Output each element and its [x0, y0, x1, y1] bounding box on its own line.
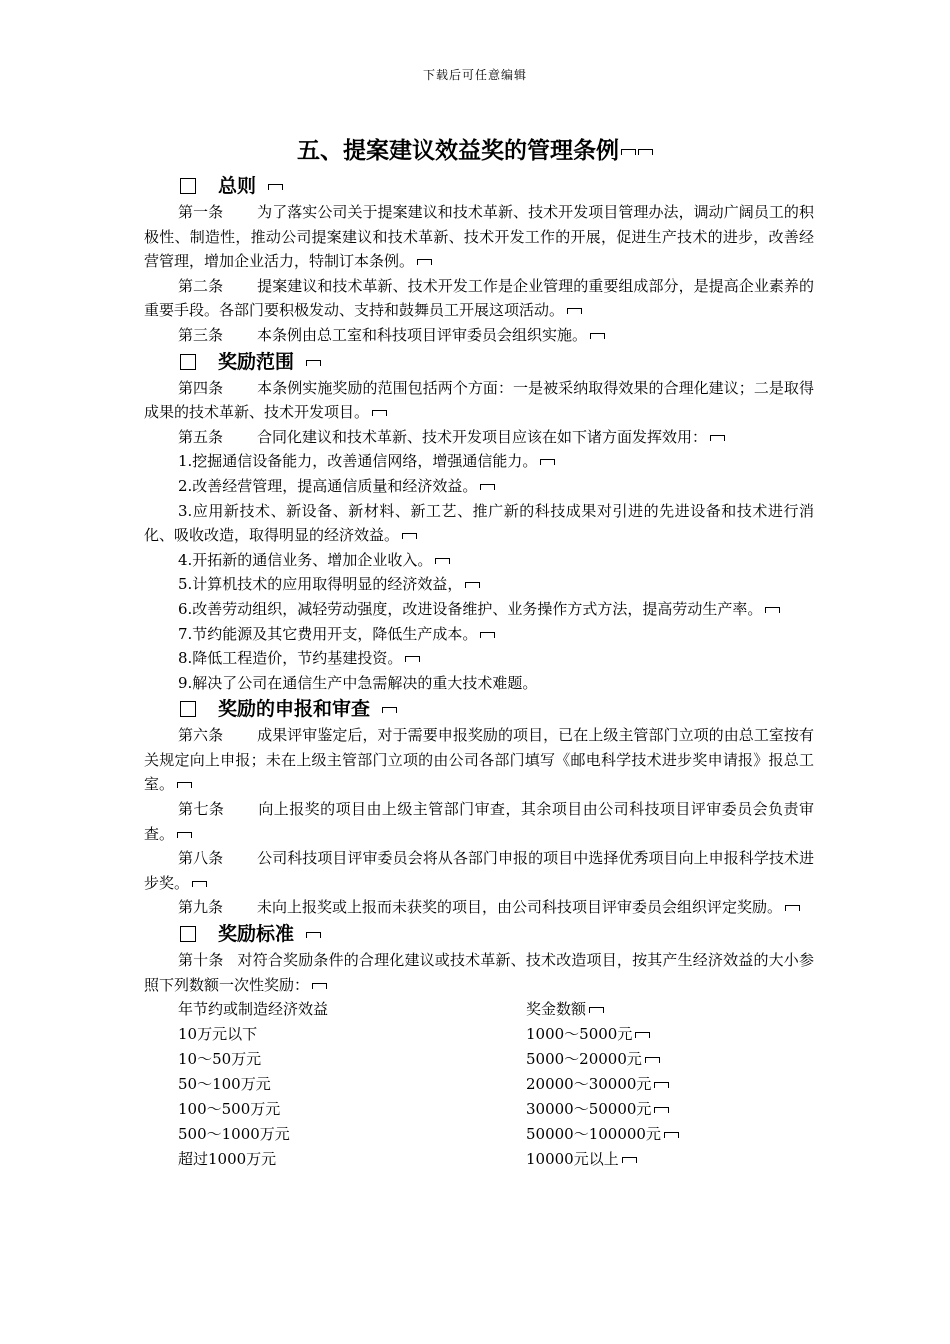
award-table-benefit: 100～500万元: [178, 1100, 281, 1119]
paragraph-mark-icon: [402, 533, 417, 539]
paragraph-mark-icon: [540, 459, 555, 465]
list-item-text: 6.改善劳动组织，减轻劳动强度，改进设备维护、业务操作方式方法，提高劳动生产率。: [178, 599, 763, 618]
list-item: [144, 499, 814, 548]
paragraph-mark-icon: [654, 1107, 669, 1113]
section-heading-application-review: [144, 695, 814, 723]
article-number: 第五条: [178, 427, 224, 446]
section-title: 奖励范围: [218, 350, 295, 373]
paragraph-mark-icon: [622, 1157, 637, 1163]
paragraph-mark-icon: [177, 832, 192, 838]
article-6: [144, 723, 814, 797]
award-table-amount-cell: [526, 1022, 806, 1047]
award-table-row: [144, 1147, 814, 1172]
article-text: 合同化建议和技术革新、技术开发项目应该在如下诸方面发挥效用：: [257, 427, 708, 446]
award-table-benefit: 10万元以下: [178, 1025, 258, 1044]
award-table-amount-cell: [526, 1072, 806, 1097]
paragraph-mark-icon: [589, 1007, 604, 1013]
paragraph-mark-icon: [192, 881, 207, 887]
article-3: [144, 323, 814, 348]
list-item: [144, 671, 814, 696]
award-table-amount: 50000～100000元: [526, 1125, 661, 1144]
article-number: 第十条: [178, 951, 224, 970]
paragraph-mark-icon: [765, 607, 780, 613]
award-table-row: [144, 1122, 814, 1147]
article-9: [144, 895, 814, 920]
paragraph-mark-icon: [312, 983, 327, 989]
article-number: 第八条: [178, 849, 224, 868]
list-item-text: 3.应用新技术、新设备、新材料、新工艺、推广新的科技成果对引进的先进设备和技术进行消化、吸收改造，取得明显的经济效益。: [144, 501, 814, 545]
article-7: [144, 797, 814, 846]
section-heading-scope: [144, 348, 814, 376]
article-8: [144, 846, 814, 895]
paragraph-marks: [619, 138, 653, 164]
paragraph-mark-icon: [372, 410, 387, 416]
article-4: [144, 376, 814, 425]
article-number: 第六条: [178, 726, 224, 745]
paragraph-mark-icon: [177, 782, 192, 788]
paragraph-mark-icon: [664, 1132, 679, 1138]
award-table-benefit: 500～1000万元: [178, 1125, 290, 1144]
article-1: [144, 200, 814, 274]
list-item-text: 4.开拓新的通信业务、增加企业收入。: [178, 550, 433, 569]
award-table-row: [144, 1097, 814, 1122]
paragraph-mark-icon: [435, 558, 450, 564]
article-text: 本条例由总工室和科技项目评审委员会组织实施。: [257, 325, 588, 344]
article-text: 成果评审鉴定后，对于需要申报奖励的项目，已在上级主管部门立项的由总工室按有关规定向上申报；未在上级主管部门立项的由公司各部门填写《邮电科学技术进步奖申请报》报总工室。: [144, 726, 814, 794]
document-title-text: 五、提案建议效益奖的管理条例: [297, 138, 619, 164]
award-table-amount-cell: [526, 1147, 806, 1172]
list-item-text: 1.挖掘通信设备能力，改善通信网络，增强通信能力。: [178, 452, 538, 471]
article-5: [144, 425, 814, 450]
document-title: [0, 132, 950, 165]
paragraph-mark-icon: [382, 707, 397, 713]
paragraph-mark-icon: [567, 308, 582, 314]
section-title: 奖励的申报和审查: [218, 698, 371, 721]
article-10: [144, 948, 814, 997]
paragraph-mark-icon: [638, 149, 653, 155]
section-heading-general: [144, 172, 814, 200]
article-text: 公司科技项目评审委员会将从各部门申报的项目中选择优秀项目向上申报科学技术进步奖。: [144, 849, 814, 892]
award-table-amount-cell: [526, 1047, 806, 1072]
article-number: 第三条: [178, 325, 224, 344]
checkbox-icon: [180, 178, 196, 194]
header-note: 下载后可任意编辑: [422, 68, 527, 82]
paragraph-mark-icon: [621, 149, 636, 155]
section-title: 总则: [218, 175, 257, 197]
article-number: 第九条: [178, 898, 224, 917]
award-table-header-benefit: 年节约或制造经济效益: [178, 1000, 329, 1019]
award-table-row: [144, 1072, 814, 1097]
list-item: [144, 548, 814, 573]
list-item: [144, 622, 814, 647]
award-table-amount-cell: [526, 1097, 806, 1122]
list-item: [144, 474, 814, 499]
list-item-text: 5.计算机技术的应用取得明显的经济效益，: [178, 575, 463, 594]
list-item-text: 8.降低工程造价，节约基建投资。: [178, 649, 403, 668]
paragraph-mark-icon: [480, 632, 495, 638]
article-text: 未向上报奖或上报而未获奖的项目，由公司科技项目评审委员会组织评定奖励。: [257, 898, 783, 917]
award-table-amount: 30000～50000元: [526, 1100, 652, 1119]
list-item: [144, 572, 814, 597]
section-title: 奖励标准: [218, 923, 295, 946]
paragraph-mark-icon: [654, 1082, 669, 1088]
article-text: 提案建议和技术革新、技术开发工作是企业管理的重要组成部分，是提高企业素养的重要手段。各部门要积极发动、支持和鼓舞员工开展这项活动。: [144, 276, 814, 320]
list-item: [144, 449, 814, 474]
paragraph-mark-icon: [268, 184, 283, 190]
document-body: [144, 172, 814, 1172]
article-number: 第二条: [178, 276, 224, 295]
checkbox-icon: [180, 701, 196, 717]
article-number: 第一条: [178, 203, 224, 221]
award-table-benefit: 超过1000万元: [178, 1150, 277, 1169]
article-text: 对符合奖励条件的合理化建议或技术革新、技术改造项目，按其产生经济效益的大小参照下列数额一次性奖励：: [144, 951, 814, 994]
paragraph-mark-icon: [785, 905, 800, 911]
list-item-text: 2.改善经营管理，提高通信质量和经济效益。: [178, 476, 478, 495]
checkbox-icon: [180, 354, 196, 370]
article-text: 向上报奖的项目由上级主管部门审查，其余项目由公司科技项目评审委员会负责审查。: [144, 800, 814, 843]
paragraph-mark-icon: [635, 1032, 650, 1038]
list-item-text: 9.解决了公司在通信生产中急需解决的重大技术难题。: [178, 673, 538, 692]
paragraph-mark-icon: [645, 1057, 660, 1063]
award-table-amount-cell: [526, 1122, 806, 1147]
checkbox-icon: [180, 926, 196, 942]
list-item-text: 7.节约能源及其它费用开支，降低生产成本。: [178, 624, 478, 643]
award-table-amount: 20000～30000元: [526, 1075, 652, 1094]
paragraph-mark-icon: [405, 656, 420, 662]
award-table-row: [144, 1022, 814, 1047]
article-number: 第四条: [178, 378, 224, 397]
list-item: [144, 597, 814, 622]
paragraph-mark-icon: [710, 435, 725, 441]
list-item: [144, 646, 814, 671]
article-2: [144, 274, 814, 323]
award-table-amount: 5000～20000元: [526, 1050, 642, 1069]
award-table-header-amount-cell: [526, 997, 806, 1022]
paragraph-mark-icon: [417, 259, 432, 265]
paragraph-mark-icon: [465, 582, 480, 588]
award-table-header: [144, 997, 814, 1022]
article-number: 第七条: [178, 800, 225, 819]
award-table-row: [144, 1047, 814, 1072]
award-table-amount: 10000元以上: [526, 1150, 619, 1169]
award-table-benefit: 10～50万元: [178, 1050, 262, 1069]
article-text: 为了落实公司关于提案建议和技术革新、技术开发项目管理办法，调动广阔员工的积极性、制造性，推动公司提案建议和技术革新、技术开发工作的开展，促进生产技术的进步，改善经营管理，增加企业活力，特制订本条例。: [144, 203, 814, 271]
article-text: 本条例实施奖励的范围包括两个方面：一是被采纳取得效果的合理化建议；二是取得成果的技术革新、技术开发项目。: [144, 378, 814, 422]
paragraph-mark-icon: [306, 932, 321, 938]
paragraph-mark-icon: [590, 333, 605, 339]
award-table-benefit: 50～100万元: [178, 1075, 271, 1094]
paragraph-mark-icon: [480, 484, 495, 490]
section-heading-standards: [144, 920, 814, 948]
paragraph-mark-icon: [306, 360, 321, 366]
award-table-header-amount: 奖金数额: [526, 1000, 587, 1019]
award-table-amount: 1000～5000元: [526, 1025, 633, 1044]
